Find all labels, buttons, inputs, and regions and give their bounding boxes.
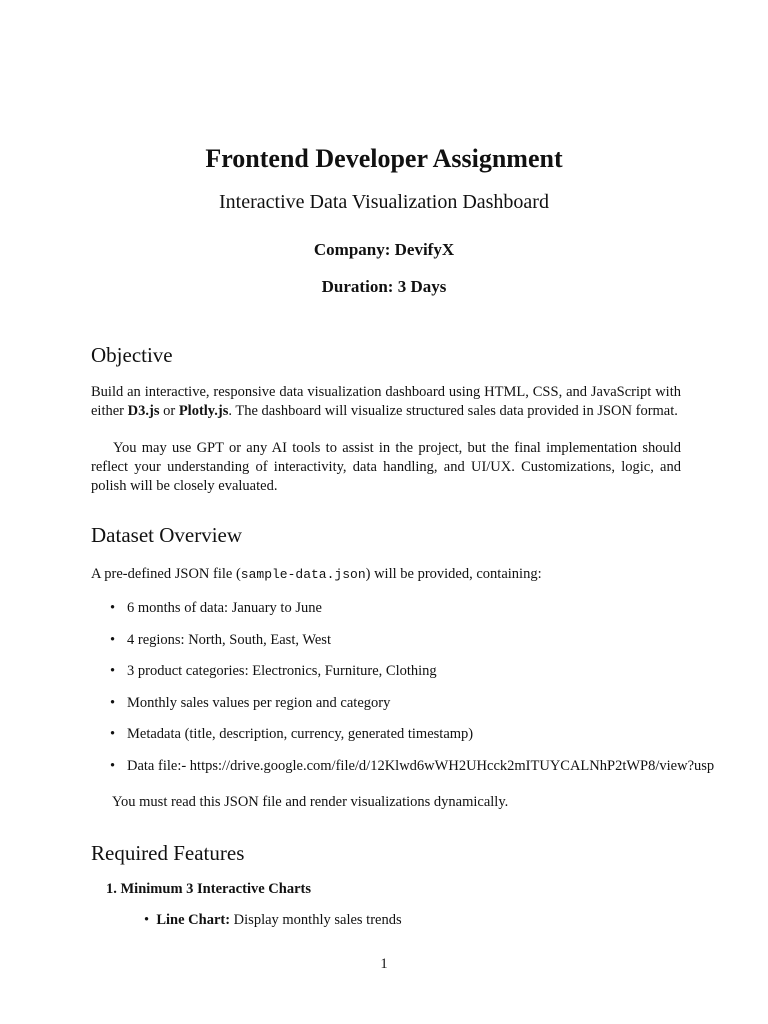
list-item: [110, 632, 768, 664]
bullet-icon: •: [144, 912, 150, 928]
duration-line: [0, 277, 768, 297]
objective-paragraph-2: You may use GPT or any AI tools to assist in the project, but the final implementation should reflect your understanding of interactivity, data handling, and UI/UX. Customizations, logic, and polish will be closely evaluated.: [91, 440, 681, 494]
list-item-text: Monthly sales values per region and category: [127, 694, 391, 711]
objective-text: Build an interactive, responsive data visualization dashboard using HTML, CSS, and JavaScript with either: [91, 384, 681, 419]
feature-sub-label: Line Chart:: [156, 912, 231, 928]
dataset-filename: sample-data.json: [240, 567, 366, 582]
duration-value: 3 Days: [397, 277, 447, 296]
duration-label: Duration:: [321, 277, 394, 296]
bullet-icon: •: [110, 726, 116, 743]
feature-sub-item: [144, 912, 402, 929]
list-item-text: Metadata (title, description, currency, generated timestamp): [127, 726, 474, 743]
dataset-intro-text: A pre-defined JSON file (: [91, 566, 241, 582]
feature-item-1: [106, 881, 311, 898]
bullet-icon: •: [110, 600, 116, 616]
company-value: DevifyX: [394, 240, 455, 259]
list-item-text: 4 regions: North, South, East, West: [127, 631, 331, 648]
bullet-icon: •: [110, 694, 116, 711]
features-heading: Required Features: [91, 841, 245, 865]
feature-number: 1.: [106, 881, 117, 897]
list-item-text: 6 months of data: January to June: [127, 600, 322, 616]
library-d3: D3.js: [127, 403, 160, 419]
list-item: [110, 695, 768, 727]
list-item: [110, 600, 768, 632]
page-number: 1: [380, 956, 388, 972]
bullet-icon: •: [110, 757, 116, 774]
bullet-icon: •: [110, 631, 116, 648]
objective-heading: Objective: [91, 343, 173, 367]
feature-sub-text: Display monthly sales trends: [233, 912, 402, 928]
feature-title: Minimum 3 Interactive Charts: [120, 881, 311, 897]
dataset-list: [110, 600, 768, 790]
dataset-intro: [91, 565, 681, 584]
dataset-note: You must read this JSON file and render visualizations dynamically.: [112, 794, 509, 810]
dataset-intro-end: ) will be provided, containing:: [365, 566, 542, 582]
dataset-heading: Dataset Overview: [91, 523, 243, 547]
bullet-icon: •: [110, 663, 116, 680]
list-item-text: 3 product categories: Electronics, Furniture, Clothing: [127, 663, 437, 680]
page-subtitle: Interactive Data Visualization Dashboard: [219, 191, 549, 213]
library-plotly: Plotly.js: [178, 403, 229, 419]
list-item: [110, 726, 768, 758]
list-item: [110, 758, 768, 790]
objective-text-end: . The dashboard will visualize structured sales data provided in JSON format.: [228, 403, 678, 419]
page-title: Frontend Developer Assignment: [205, 144, 563, 173]
company-line: [0, 240, 768, 260]
list-item: [110, 663, 768, 695]
list-item-text: Data file:- https://drive.google.com/file/d/12Klwd6wWH2UHcck2mITUYCALNhP2tWP8/view?usp: [127, 757, 715, 774]
objective-paragraph-1: [91, 383, 681, 421]
company-label: Company:: [313, 240, 391, 259]
objective-text-or: or: [159, 403, 179, 419]
